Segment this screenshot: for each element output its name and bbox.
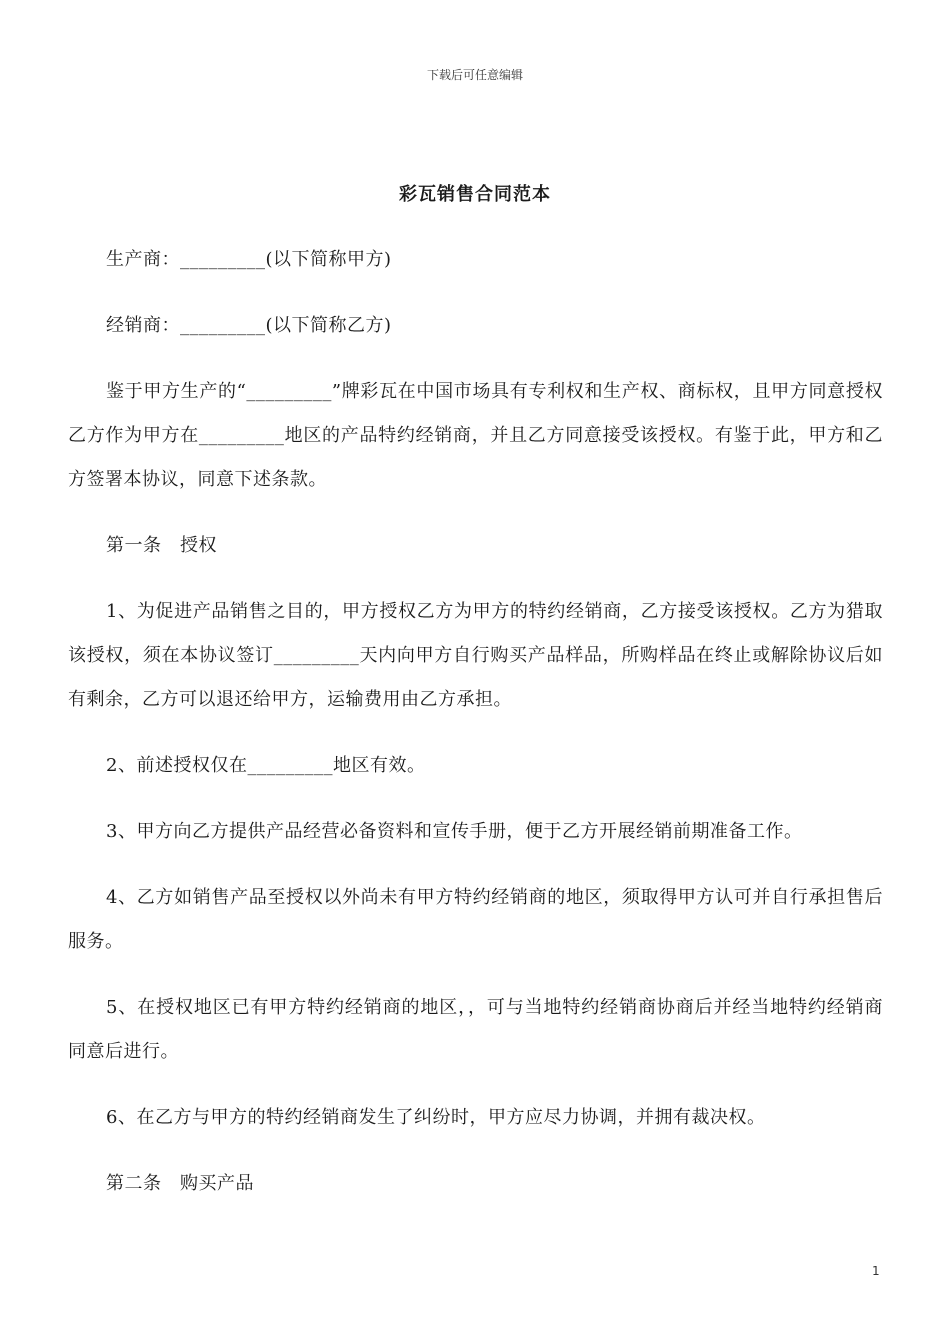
party-distributor: 经销商：_________(以下简称乙方) bbox=[106, 315, 392, 336]
clause-4: 4、乙方如销售产品至授权以外尚未有甲方特约经销商的地区，须取得甲方认可并自行承担售后服务。 bbox=[68, 887, 883, 952]
clause-2: 2、前述授权仅在_________地区有效。 bbox=[106, 755, 426, 776]
page-number: 1 bbox=[872, 1264, 880, 1278]
page-header: 下载后可任意编辑 bbox=[426, 68, 523, 82]
clause-3: 3、甲方向乙方提供产品经营必备资料和宣传手册，便于乙方开展经销前期准备工作。 bbox=[106, 821, 803, 842]
preamble-paragraph: 鉴于甲方生产的“_________”牌彩瓦在中国市场具有专利权和生产权、商标权，且甲方同意授权乙方作为甲方在_________地区的产品特约经销商，并且乙方同意接受该授权。有鉴于此，甲方和乙方签署本协议，同意下述条款。 bbox=[68, 381, 883, 490]
article-2-heading: 第二条 购买产品 bbox=[106, 1173, 254, 1194]
article-1-heading: 第一条 授权 bbox=[106, 535, 217, 556]
party-manufacturer: 生产商：_________(以下简称甲方) bbox=[106, 249, 392, 270]
document-body bbox=[68, 238, 883, 1228]
clause-6: 6、在乙方与甲方的特约经销商发生了纠纷时，甲方应尽力协调，并拥有裁决权。 bbox=[106, 1107, 766, 1128]
clause-5: 5、在授权地区已有甲方特约经销商的地区，，可与当地特约经销商协商后并经当地特约经销商同意后进行。 bbox=[68, 997, 883, 1062]
document-title: 彩瓦销售合同范本 bbox=[399, 184, 551, 205]
clause-1: 1、为促进产品销售之目的，甲方授权乙方为甲方的特约经销商，乙方接受该授权。乙方为猎取该授权，须在本协议签订_________天内向甲方自行购买产品样品，所购样品在终止或解除协议后如有剩余，乙方可以退还给甲方，运输费用由乙方承担。 bbox=[68, 601, 883, 710]
